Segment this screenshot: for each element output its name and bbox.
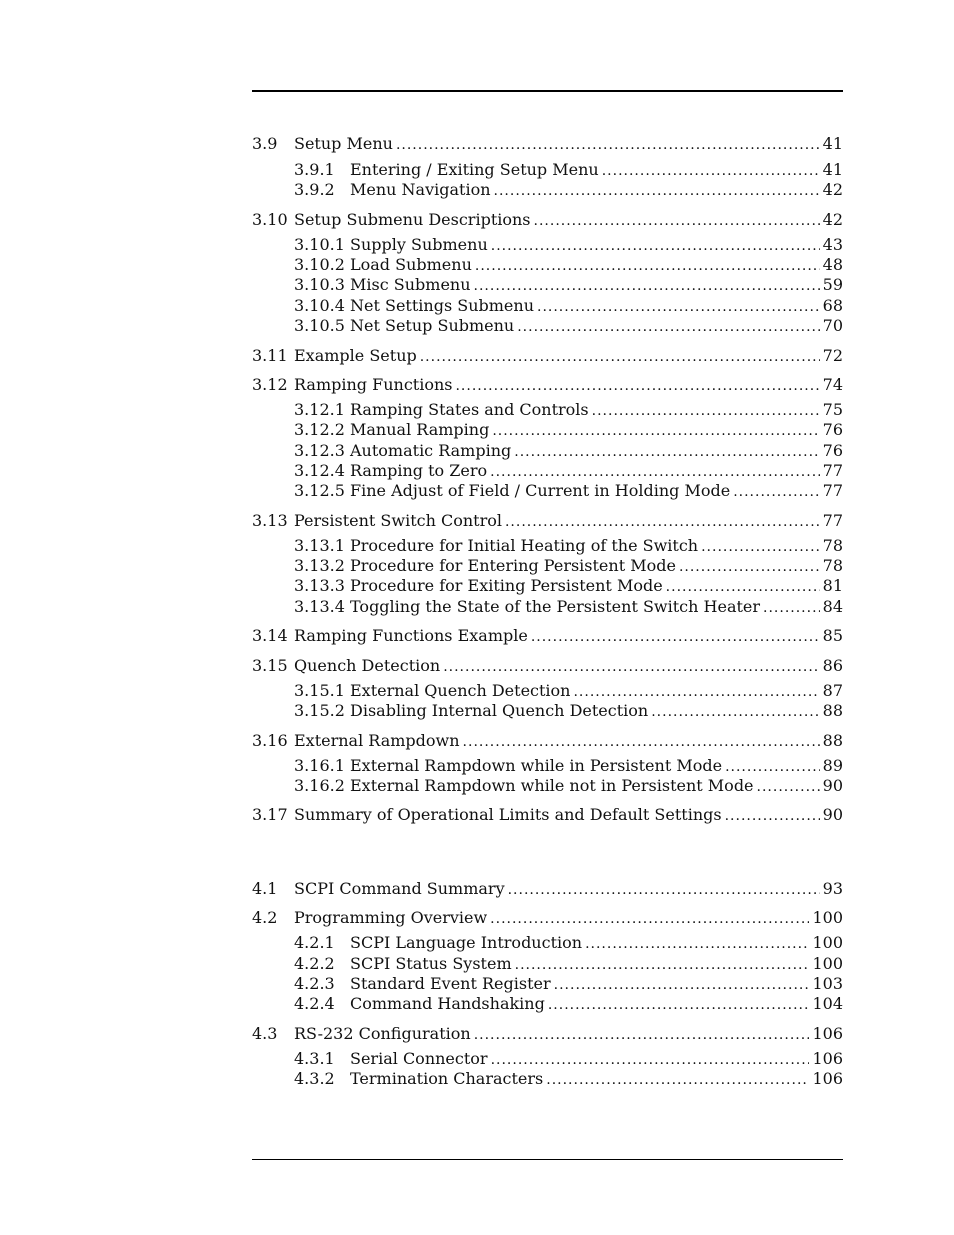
toc-entry-page: 42 (822, 210, 843, 229)
toc-entry-4-1[interactable] (252, 879, 843, 899)
toc-entry-number: 4.2.1 (294, 933, 335, 952)
toc-entry-title: Procedure for Initial Heating of the Switch (350, 536, 699, 555)
toc-entry-title: Manual Ramping (350, 420, 490, 439)
toc-leader-dots (515, 955, 810, 975)
toc-leader-dots (474, 276, 820, 296)
toc-entry-title: Misc Submenu (350, 275, 471, 294)
toc-entry-number: 3.9.1 (294, 160, 335, 179)
toc-entry-number: 3.11 (252, 346, 288, 365)
toc-entry-title: External Rampdown while in Persistent Mode (350, 756, 723, 775)
toc-entry-page: 41 (822, 160, 843, 179)
toc-entry-title: SCPI Command Summary (294, 879, 505, 898)
toc-entry-number: 3.13 (252, 511, 288, 530)
toc-entry-3-10[interactable] (252, 210, 843, 230)
toc-entry-number: 3.16.2 (294, 776, 345, 795)
toc-entry-page: 89 (822, 756, 843, 775)
toc-entry-number: 4.2.3 (294, 974, 335, 993)
toc-entry-title: Net Setup Submenu (350, 316, 515, 335)
toc-entry-3-10-2[interactable] (294, 255, 843, 275)
toc-leader-dots (494, 181, 820, 201)
toc-entry-page: 103 (812, 974, 843, 993)
toc-leader-dots (548, 995, 810, 1015)
toc-entry-3-9-2[interactable] (294, 180, 843, 200)
toc-entry-title: Example Setup (294, 346, 417, 365)
toc-leader-dots (763, 598, 820, 618)
toc-entry-3-12-1[interactable] (294, 400, 843, 420)
toc-entry-title: Quench Detection (294, 656, 441, 675)
toc-entry-title: Fine Adjust of Field / Current in Holding Mode (350, 481, 731, 500)
toc-entry-3-13-4[interactable] (294, 597, 843, 617)
toc-leader-dots (475, 256, 820, 276)
toc-entry-title: Ramping to Zero (350, 461, 488, 480)
toc-entry-title: Ramping Functions (294, 375, 453, 394)
toc-entry-number: 3.10.2 (294, 255, 345, 274)
toc-entry-title: Toggling the State of the Persistent Switch Heater (350, 597, 761, 616)
toc-entry-page: 72 (822, 346, 843, 365)
toc-entry-page: 93 (822, 879, 843, 898)
toc-entry-page: 41 (822, 134, 843, 153)
toc-entry-3-12-5[interactable] (294, 481, 843, 501)
toc-entry-title: External Rampdown (294, 731, 460, 750)
toc-leader-dots (508, 880, 820, 900)
toc-leader-dots (443, 657, 819, 677)
toc-leader-dots (505, 512, 820, 532)
toc-leader-dots (701, 537, 820, 557)
toc-entry-number: 3.12.2 (294, 420, 345, 439)
toc-entry-number: 3.10.1 (294, 235, 345, 254)
toc-entry-number: 3.13.3 (294, 576, 345, 595)
toc-entry-page: 42 (822, 180, 843, 199)
toc-entry-title: Termination Characters (350, 1069, 544, 1088)
toc-leader-dots (651, 702, 819, 722)
toc-entry-number: 4.3 (252, 1024, 278, 1043)
toc-entry-number: 4.2.4 (294, 994, 335, 1013)
toc-entry-number: 3.16 (252, 731, 288, 750)
toc-entry-page: 90 (822, 776, 843, 795)
toc-entry-number: 3.10 (252, 210, 288, 229)
toc-leader-dots (733, 482, 819, 502)
toc-entry-3-9[interactable] (252, 134, 843, 154)
toc-leader-dots (491, 1050, 810, 1070)
toc-entry-3-11[interactable] (252, 346, 843, 366)
toc-entry-3-15-2[interactable] (294, 701, 843, 721)
toc-leader-dots (546, 1070, 809, 1090)
toc-leader-dots (517, 317, 819, 337)
toc-entry-page: 104 (812, 994, 843, 1013)
toc-leader-dots (602, 161, 820, 181)
toc-entry-number: 4.2 (252, 908, 278, 927)
toc-entry-title: Serial Connector (350, 1049, 488, 1068)
toc-entry-title: Entering / Exiting Setup Menu (350, 160, 599, 179)
toc-entry-title: Ramping States and Controls (350, 400, 589, 419)
toc-leader-dots (514, 442, 819, 462)
toc-leader-dots (534, 211, 820, 231)
toc-entry-page: 106 (812, 1069, 843, 1088)
toc-entry-number: 3.13.2 (294, 556, 345, 575)
toc-entry-page: 76 (822, 420, 843, 439)
toc-entry-3-16-2[interactable] (294, 776, 843, 796)
toc-entry-page: 106 (812, 1049, 843, 1068)
toc-entry-page: 48 (822, 255, 843, 274)
toc-entry-3-17[interactable] (252, 805, 843, 825)
toc-entry-number: 4.3.2 (294, 1069, 335, 1088)
toc-entry-page: 74 (822, 375, 843, 394)
toc-entry-page: 86 (822, 656, 843, 675)
toc-leader-dots (573, 682, 819, 702)
toc-entry-title: External Rampdown while not in Persistent Mode (350, 776, 754, 795)
toc-entry-title: SCPI Language Introduction (350, 933, 583, 952)
header-rule (252, 90, 843, 92)
toc-entry-number: 3.13.1 (294, 536, 345, 555)
toc-entry-title: Persistent Switch Control (294, 511, 502, 530)
toc-leader-dots (491, 236, 820, 256)
toc-entry-number: 3.9 (252, 134, 278, 153)
toc-entry-page: 90 (822, 805, 843, 824)
toc-entry-3-13-2[interactable] (294, 556, 843, 576)
toc-entry-3-10-1[interactable] (294, 235, 843, 255)
toc-leader-dots (531, 627, 820, 647)
toc-entry-3-16-1[interactable] (294, 756, 843, 776)
toc-entry-3-12-4[interactable] (294, 461, 843, 481)
toc-leader-dots (455, 376, 819, 396)
toc-entry-page: 88 (822, 731, 843, 750)
toc-entry-title: Standard Event Register (350, 974, 551, 993)
toc-entry-number: 4.1 (252, 879, 278, 898)
toc-entry-page: 68 (822, 296, 843, 315)
toc-entry-number: 3.15.2 (294, 701, 345, 720)
toc-entry-3-12-3[interactable] (294, 441, 843, 461)
toc-entry-3-16[interactable] (252, 731, 843, 751)
toc-entry-number: 3.12.1 (294, 400, 345, 419)
toc-entry-number: 3.12.4 (294, 461, 345, 480)
footer-rule (252, 1159, 843, 1160)
toc-entry-3-15[interactable] (252, 656, 843, 676)
toc-entry-title: Automatic Ramping (350, 441, 512, 460)
toc-entry-title: Disabling Internal Quench Detection (350, 701, 649, 720)
toc-entry-number: 3.12 (252, 375, 288, 394)
toc-entry-title: Ramping Functions Example (294, 626, 528, 645)
toc-entry-4-2-4[interactable] (294, 994, 843, 1014)
toc-leader-dots (554, 975, 810, 995)
toc-leader-dots (474, 1025, 810, 1045)
toc-entry-title: SCPI Status System (350, 954, 512, 973)
toc-entry-number: 3.16.1 (294, 756, 345, 775)
toc-entry-title: RS-232 Configuration (294, 1024, 471, 1043)
toc-leader-dots (490, 909, 809, 929)
toc-entry-page: 87 (822, 681, 843, 700)
toc-entry-3-14[interactable] (252, 626, 843, 646)
toc-entry-title: Procedure for Exiting Persistent Mode (350, 576, 663, 595)
toc-entry-number: 4.3.1 (294, 1049, 335, 1068)
toc-entry-title: Menu Navigation (350, 180, 491, 199)
toc-leader-dots (585, 934, 809, 954)
toc-entry-page: 88 (822, 701, 843, 720)
toc-entry-4-3-1[interactable] (294, 1049, 843, 1069)
toc-entry-3-9-1[interactable] (294, 160, 843, 180)
toc-entry-page: 70 (822, 316, 843, 335)
toc-entry-page: 59 (822, 275, 843, 294)
toc-entry-title: Procedure for Entering Persistent Mode (350, 556, 676, 575)
toc-entry-page: 106 (812, 1024, 843, 1043)
toc-entry-number: 3.12.5 (294, 481, 345, 500)
toc-leader-dots (537, 297, 820, 317)
toc-entry-3-13[interactable] (252, 511, 843, 531)
toc-entry-title: Setup Menu (294, 134, 393, 153)
toc-leader-dots (757, 777, 820, 797)
toc-entry-page: 84 (822, 597, 843, 616)
toc-leader-dots (725, 806, 820, 826)
toc-entry-title: Setup Submenu Descriptions (294, 210, 531, 229)
toc-entry-title: Command Handshaking (350, 994, 545, 1013)
toc-entry-3-12[interactable] (252, 375, 843, 395)
toc-entry-4-2[interactable] (252, 908, 843, 928)
toc-leader-dots (492, 421, 819, 441)
toc-entry-number: 4.2.2 (294, 954, 335, 973)
toc-entry-3-10-5[interactable] (294, 316, 843, 336)
toc-entry-4-2-1[interactable] (294, 933, 843, 953)
toc-entry-3-15-1[interactable] (294, 681, 843, 701)
toc-entry-page: 85 (822, 626, 843, 645)
toc-entry-3-13-3[interactable] (294, 576, 843, 596)
toc-entry-4-2-3[interactable] (294, 974, 843, 994)
toc-leader-dots (592, 401, 820, 421)
toc-entry-page: 81 (822, 576, 843, 595)
toc-leader-dots (679, 557, 820, 577)
toc-leader-dots (396, 135, 820, 155)
toc-entry-title: Load Submenu (350, 255, 472, 274)
toc-entry-number: 3.9.2 (294, 180, 335, 199)
toc-leader-dots (666, 577, 820, 597)
toc-entry-page: 77 (822, 461, 843, 480)
toc-entry-4-3[interactable] (252, 1024, 843, 1044)
toc-entry-title: Summary of Operational Limits and Default Settings (294, 805, 722, 824)
toc-entry-title: Net Settings Submenu (350, 296, 534, 315)
toc-entry-page: 75 (822, 400, 843, 419)
toc-leader-dots (420, 347, 820, 367)
toc-leader-dots (463, 732, 820, 752)
toc-entry-number: 3.15 (252, 656, 288, 675)
toc-entry-number: 3.12.3 (294, 441, 345, 460)
toc-entry-number: 3.10.3 (294, 275, 345, 294)
toc-entry-title: Supply Submenu (350, 235, 488, 254)
toc-entry-title: External Quench Detection (350, 681, 571, 700)
toc-entry-page: 78 (822, 536, 843, 555)
toc-entry-number: 3.13.4 (294, 597, 345, 616)
toc-entry-page: 78 (822, 556, 843, 575)
toc-entry-number: 3.10.5 (294, 316, 345, 335)
toc-entry-3-12-2[interactable] (294, 420, 843, 440)
toc-leader-dots (725, 757, 820, 777)
toc-entry-number: 3.10.4 (294, 296, 345, 315)
toc-entry-number: 3.15.1 (294, 681, 345, 700)
toc-entry-page: 76 (822, 441, 843, 460)
toc-entry-3-10-4[interactable] (294, 296, 843, 316)
toc-entry-page: 77 (822, 481, 843, 500)
toc-entry-page: 77 (822, 511, 843, 530)
toc-entry-page: 43 (822, 235, 843, 254)
toc-entry-page: 100 (812, 954, 843, 973)
toc-leader-dots (490, 462, 820, 482)
toc-entry-4-3-2[interactable] (294, 1069, 843, 1089)
toc-entry-title: Programming Overview (294, 908, 488, 927)
toc-entry-number: 3.14 (252, 626, 288, 645)
toc-entry-page: 100 (812, 933, 843, 952)
toc-entry-page: 100 (812, 908, 843, 927)
toc-entry-number: 3.17 (252, 805, 288, 824)
toc-entry-3-10-3[interactable] (294, 275, 843, 295)
toc-entry-4-2-2[interactable] (294, 954, 843, 974)
toc-entry-3-13-1[interactable] (294, 536, 843, 556)
